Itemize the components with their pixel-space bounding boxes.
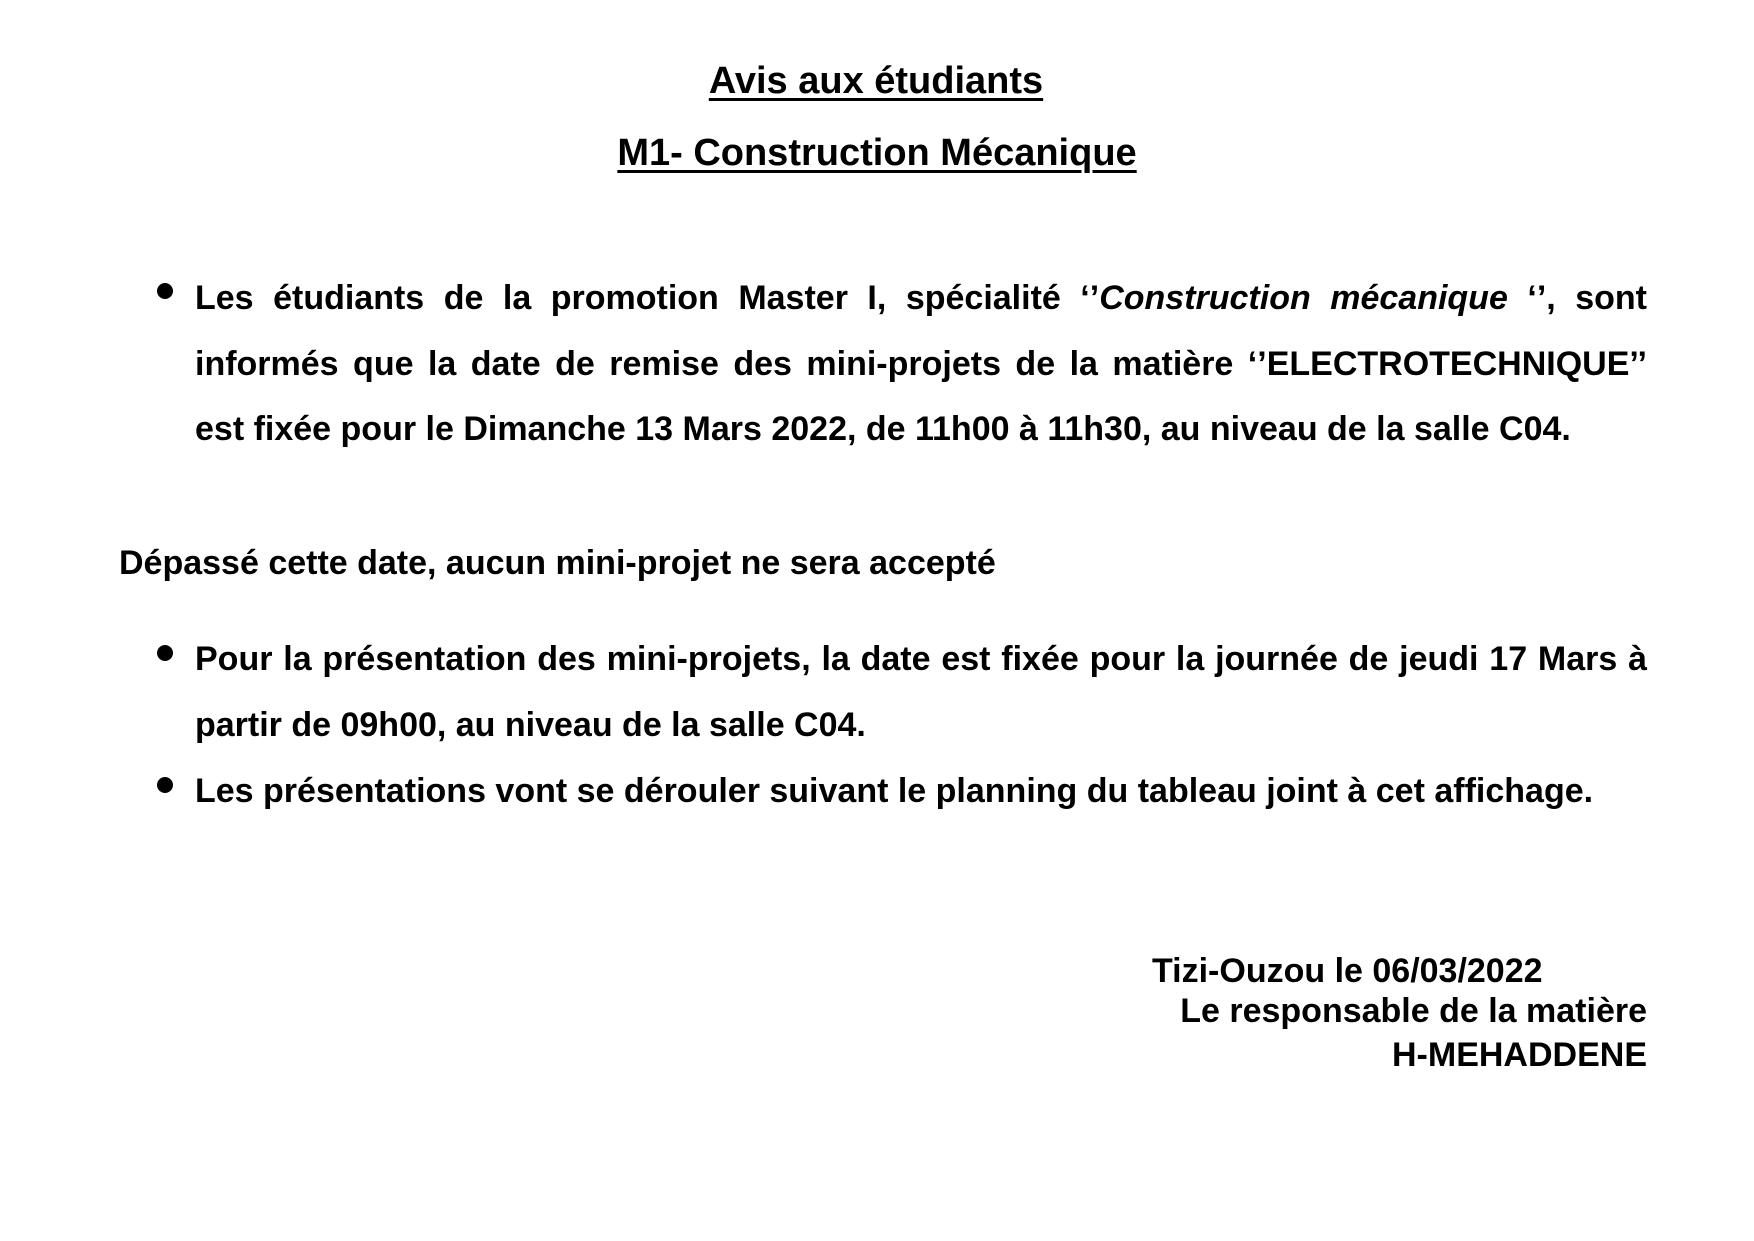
bullet1-text-start: Les étudiants de la promotion Master I, spécialité ‘’ bbox=[195, 279, 1100, 317]
signature-place-date: Tizi-Ouzou le 06/03/2022 bbox=[1152, 952, 1543, 990]
bullet-icon bbox=[157, 645, 173, 661]
bullet-icon bbox=[157, 283, 173, 299]
bullet-item-planning: Les présentations vont se dérouler suivant le planning du tableau joint à cet affichage. bbox=[195, 772, 1594, 810]
signature-name: H-MEHADDENE bbox=[1392, 1036, 1647, 1074]
bullet-item-presentation-date: Pour la présentation des mini-projets, la date est fixée pour la journée de jeudi 17 Mars à partir de 09h00, au niveau de la salle C04. bbox=[195, 640, 1647, 744]
bullet-icon bbox=[157, 777, 173, 793]
deadline-note: Dépassé cette date, aucun mini-projet ne sera accepté bbox=[119, 544, 996, 582]
signature-role: Le responsable de la matière bbox=[1180, 992, 1647, 1030]
notice-title: Avis aux étudiants bbox=[708, 60, 1044, 102]
bullet1-text-end: ‘’, sont informés que la date de remise des mini-projets de la matière ‘’ELECTROTECHNIQUE’’ est fixée pour le Dimanche 13 Mars 2022, de 11h00 à 11h30, au niveau de la salle C04. bbox=[195, 279, 1647, 448]
notice-subtitle: M1- Construction Mécanique bbox=[617, 132, 1137, 174]
bullet-item-submission bbox=[195, 266, 1647, 463]
bullet1-specialty-italic: Construction mécanique bbox=[1099, 279, 1528, 317]
